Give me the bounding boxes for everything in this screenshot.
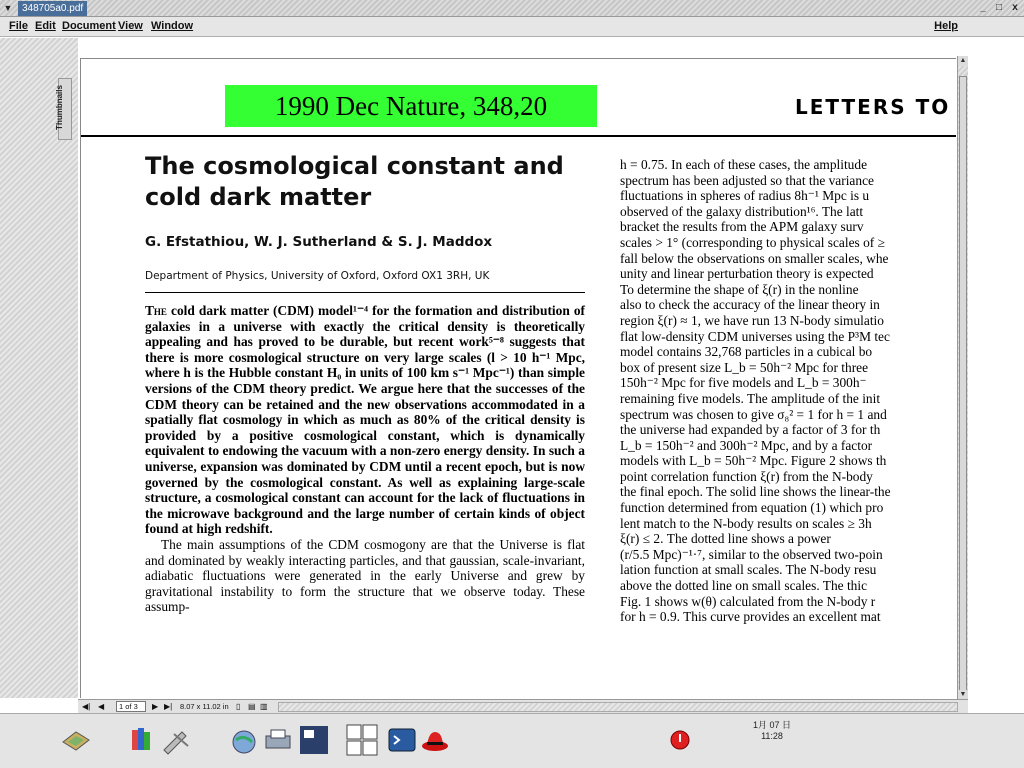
workspace-pager-icon[interactable]	[346, 724, 378, 756]
text-line: models with L_b = 50h⁻² Mpc. Figure 2 shows th	[620, 453, 887, 469]
text-line: region ξ(r) ≈ 1, we have run 13 N-body simulatio	[620, 312, 884, 328]
article-title	[145, 151, 595, 213]
vertical-scrollbar[interactable]	[957, 56, 968, 700]
article-title-line-1: The cosmological constant and	[145, 152, 564, 180]
text-line: L_b = 150h⁻² and 300h⁻² Mpc, and by a factor	[620, 437, 873, 453]
books-icon[interactable]	[126, 724, 158, 756]
header-rule	[81, 135, 956, 137]
thumbnails-tab-label: Thumbnails	[54, 85, 64, 130]
section-header: LETTERS TO	[795, 95, 951, 119]
text-line: point correlation function ξ(r) from the N-body	[620, 468, 873, 484]
menu-document[interactable]: Document	[62, 20, 116, 32]
text-line: box of present size L_b = 50h⁻² Mpc for three	[620, 359, 869, 375]
left-column	[145, 303, 585, 615]
menu-file[interactable]: File	[9, 20, 28, 32]
scrollbar-thumb[interactable]	[959, 76, 967, 692]
text-line: lation function at small scales. The N-body resu	[620, 562, 877, 578]
abstract-text: cold dark matter (CDM) model¹⁻⁴ for the formation and distribution of galaxies in a universe with exactly the critical density is theoretically appealing and has proved to be durable, but recent work⁵⁻⁸ suggests that there is more cosmological structure on very large scales (l > 10 h⁻¹ Mpc, where h is the Hubble constant H₀ in units of 100 km s⁻¹ Mpc⁻¹) than simple versions of the CDM theory predict. We argue here that the successes of the CDM theory can be retained and the new observations accommodated in a spatially flat cosmology in which as much as 80% of the critical density is provided by a positive cosmological constant, which is dynamically equivalent to endowing the vacuum with a non-zero energy density. In such a universe, expansion was dominated by CDM until a recent epoch, but is now governed by the cosmological constant. As well as explaining large-scale structure, a cosmological constant can account for the lack of fluctuations in the microwave background and the large number of certain kinds of object found at high redshift.	[145, 303, 585, 537]
article-affiliation: Department of Physics, University of Oxford, Oxford OX1 3RH, UK	[145, 270, 490, 282]
text-line: 150h⁻² Mpc for five models and L_b = 300h⁻	[620, 375, 867, 391]
clock-time: 11:28	[761, 731, 783, 741]
window-menu-icon[interactable]: ▼	[3, 3, 13, 13]
menu-edit[interactable]: Edit	[35, 20, 56, 32]
continuous-page-icon[interactable]: ▤	[248, 702, 256, 711]
text-line: observed of the galaxy distribution¹⁶. The latt	[620, 203, 864, 219]
affiliation-rule	[145, 292, 585, 293]
text-line: spectrum has been adjusted so that the variance	[620, 172, 874, 188]
page-number-field[interactable]: 1 of 3	[116, 701, 146, 712]
text-line: the final epoch. The solid line shows the linear-the	[620, 484, 891, 500]
first-page-icon[interactable]: ◀|	[82, 702, 91, 711]
window-titlebar	[0, 0, 1024, 17]
abstract-lead: The	[145, 303, 167, 318]
text-line: model contains 32,768 particles in a cubical bo	[620, 344, 873, 360]
horizontal-scrollbar[interactable]	[278, 702, 958, 712]
article-title-line-2: cold dark matter	[145, 183, 372, 211]
globe-icon[interactable]	[230, 724, 262, 756]
menu-view[interactable]: View	[118, 20, 143, 32]
minimize-button[interactable]: _	[980, 2, 986, 13]
text-line: for h = 0.9. This curve provides an excellent mat	[620, 609, 881, 625]
desktop-map-icon[interactable]	[60, 724, 92, 756]
text-line: function determined from equation (1) which pro	[620, 500, 884, 516]
text-line: spectrum was chosen to give σ₈² = 1 for h = 1 and	[620, 406, 887, 422]
alert-notification-icon[interactable]	[668, 728, 692, 752]
menu-window[interactable]: Window	[151, 20, 194, 32]
maximize-button[interactable]: □	[995, 2, 1003, 13]
redhat-icon[interactable]	[420, 724, 452, 756]
facing-pages-icon[interactable]: ▥	[260, 702, 268, 711]
text-line: flat low-density CDM universes using the P³M tec	[620, 328, 890, 344]
text-line: fluctuations in spheres of radius 8h⁻¹ Mpc is u	[620, 188, 870, 204]
last-page-icon[interactable]: ▶|	[164, 702, 173, 711]
citation-highlight: 1990 Dec Nature, 348,20	[225, 85, 597, 127]
window-title: 348705a0.pdf	[18, 1, 87, 16]
text-line: (r/5.5 Mpc)⁻¹·⁷, similar to the observed two-poin	[620, 546, 883, 562]
single-page-icon[interactable]: ▯	[236, 702, 241, 711]
next-page-icon[interactable]: ▶	[152, 702, 159, 711]
thumbnails-tab[interactable]	[54, 78, 72, 140]
taskbar-clock[interactable]	[752, 720, 792, 742]
thumbnail-panel	[0, 38, 78, 698]
status-bar	[78, 699, 968, 713]
body-paragraph: The main assumptions of the CDM cosmogony are that the Universe is flat and dominated by weakly interacting particles, and that gaussian, scale-invariant, adiabatic fluctuations were generated in the early Universe and grew by gravitational instability to form the structure that we observe today. These assump-	[145, 536, 585, 615]
workspace-1-icon[interactable]	[298, 724, 330, 756]
text-line: remaining five models. The amplitude of the init	[620, 390, 881, 406]
text-line: also to check the accuracy of the linear theory in	[620, 297, 880, 313]
text-line: To determine the shape of ξ(r) in the nonline	[620, 281, 859, 297]
text-line: scales > 1° (corresponding to physical scales of ≥	[620, 234, 885, 250]
terminal-icon[interactable]	[386, 724, 418, 756]
text-line: h = 0.75. In each of these cases, the amplitude	[620, 157, 868, 172]
pen-tool-icon[interactable]	[160, 724, 192, 756]
scroll-down-arrow-icon[interactable]: ▼	[959, 691, 967, 698]
text-line: ξ(r) ≤ 2. The dotted line shows a power	[620, 531, 831, 547]
text-line: the universe had expanded by a factor of 3 for th	[620, 422, 881, 438]
scroll-up-arrow-icon[interactable]: ▲	[959, 57, 967, 64]
prev-page-icon[interactable]: ◀	[98, 702, 105, 711]
text-line: above the dotted line on small scales. The thic	[620, 578, 868, 594]
right-column	[620, 157, 956, 625]
menu-bar	[0, 17, 1024, 37]
taskbar	[0, 713, 1024, 768]
article-authors: G. Efstathiou, W. J. Sutherland & S. J. Maddox	[145, 234, 493, 250]
menu-help[interactable]: Help	[934, 20, 958, 32]
pdf-page[interactable]	[80, 58, 956, 698]
abstract-paragraph	[145, 303, 585, 537]
text-line: lent match to the N-body results on scales ≥ 3h	[620, 515, 872, 531]
text-line: fall below the observations on smaller scales, whe	[620, 250, 889, 266]
clock-date: 1月 07 日	[752, 720, 792, 730]
text-line: unity and linear perturbation theory is expected	[620, 266, 874, 282]
printer-icon[interactable]	[262, 724, 294, 756]
text-line: bracket the results from the APM galaxy surv	[620, 219, 864, 235]
text-line: Fig. 1 shows w(θ) calculated from the N-body r	[620, 593, 876, 609]
close-button[interactable]: x	[1012, 2, 1018, 13]
page-size-label: 8.07 x 11.02 in	[180, 702, 229, 711]
